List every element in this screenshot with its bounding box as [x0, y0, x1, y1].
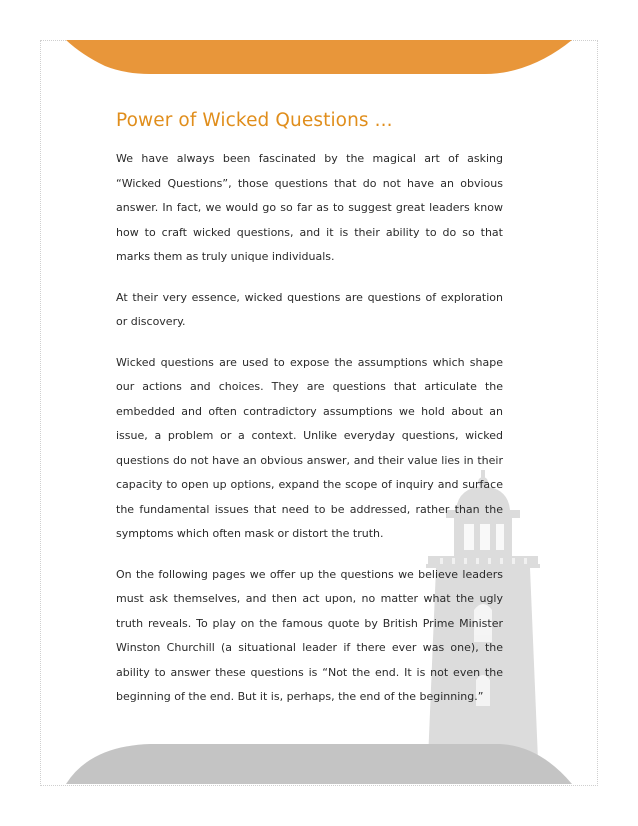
- page-title: Power of Wicked Questions ...: [116, 110, 393, 131]
- paragraph-assumptions: Wicked questions are used to expose the assumptions which shape our actions and choices. They are questions that articulate the embedded and often contradictory assumptions we hold about an issue, a problem or a context. Unlike everyday questions, wicked questions do not have an obvious answer, and their value lies in their capacity to open up options, expand the scope of inquiry and surface the fundamental issues that need to be addressed, rather than the symptoms which often mask or distort the truth.: [116, 355, 503, 540]
- paragraph-churchill: On the following pages we offer up the questions we believe leaders must ask themselves, and then act upon, no matter what the ugly truth reveals. To play on the famous quote by British Prime Minister Winston Churchill (a situational leader if there ever was one), the ability to answer these questions is “Not the end. It is not even the beginning of the end. But it is, perhaps, the end of the beginning.”: [116, 567, 503, 703]
- bottom-gray-band: [0, 732, 638, 792]
- article-content: [116, 110, 503, 726]
- paragraph-intro: We have always been fascinated by the magical art of asking “Wicked Questions”, those questions that do not have an obvious answer. In fact, we would go so far as to suggest great leaders know how to craft wicked questions, and it is their ability to do so that marks them as truly unique individuals.: [116, 152, 503, 263]
- top-orange-band: [0, 0, 638, 90]
- paragraph-essence: At their very essence, wicked questions are questions of exploration or discovery.: [116, 290, 503, 328]
